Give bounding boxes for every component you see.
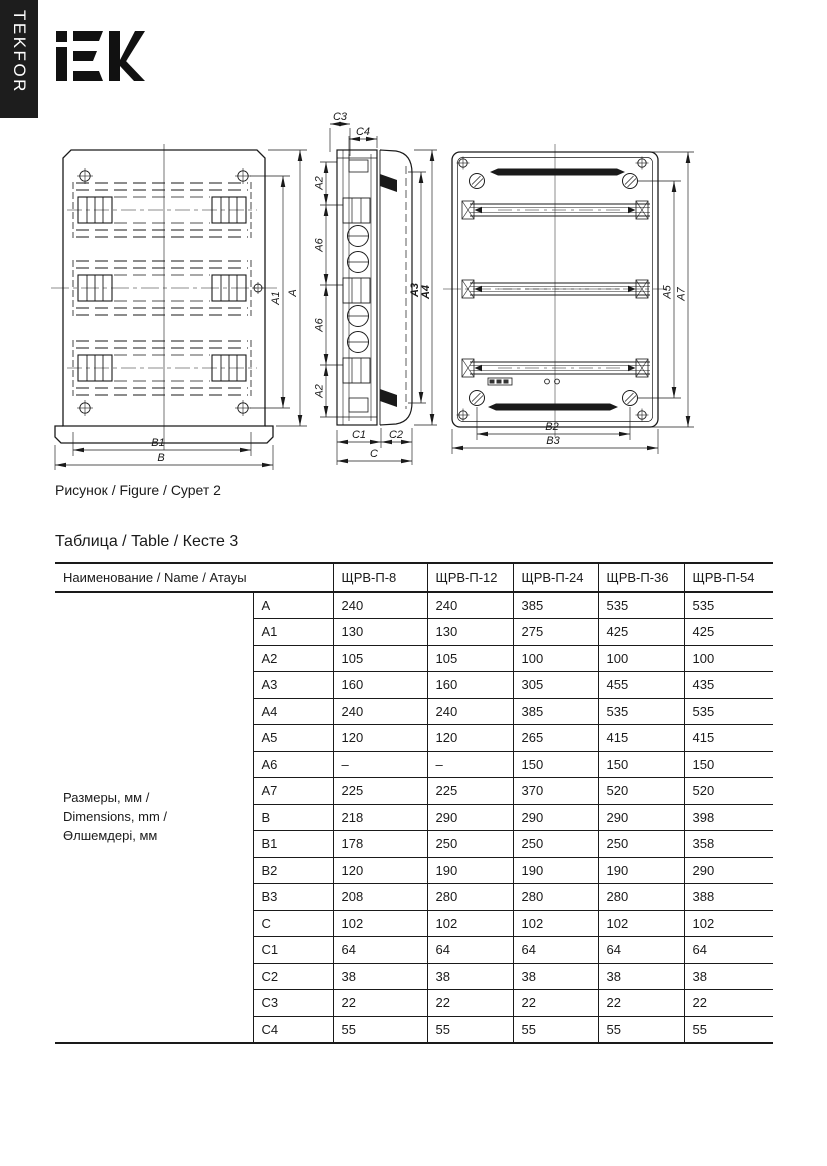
dim-param-cell: A3 (253, 672, 333, 699)
dim-value-cell: 240 (427, 592, 513, 619)
dim-label-b3: B3 (546, 435, 560, 447)
dim-label-c1: C1 (351, 429, 367, 441)
module-row (67, 182, 257, 238)
dim-value-cell: 290 (598, 804, 684, 831)
dim-value-cell: 280 (513, 884, 598, 911)
dim-value-cell: 150 (598, 751, 684, 778)
dim-value-cell: 290 (513, 804, 598, 831)
table-title: Таблица / Table / Кесте 3 (55, 533, 239, 550)
dim-value-cell: 64 (598, 937, 684, 964)
dim-value-cell: 240 (333, 592, 427, 619)
dim-value-cell: 102 (427, 910, 513, 937)
dim-value-cell: 64 (427, 937, 513, 964)
dim-param-cell: C2 (253, 963, 333, 990)
dim-value-cell: 22 (684, 990, 773, 1017)
dim-value-cell: 275 (513, 619, 598, 646)
dim-value-cell: – (333, 751, 427, 778)
dim-value-cell: – (427, 751, 513, 778)
dim-value-cell: 22 (598, 990, 684, 1017)
dim-value-cell: 290 (427, 804, 513, 831)
din-rail (462, 359, 650, 377)
dim-param-cell: C4 (253, 1016, 333, 1043)
group-label-line: Dimensions, mm / (63, 808, 168, 824)
dim-value-cell: 520 (684, 778, 773, 805)
dim-label-b2: B2 (545, 421, 559, 433)
dim-value-cell: 100 (513, 645, 598, 672)
dim-param-cell: B1 (253, 831, 333, 858)
dim-value-cell: 55 (598, 1016, 684, 1043)
tekfor-vertical-label: TEKFOR (10, 10, 29, 94)
dim-param-cell: A5 (253, 725, 333, 752)
dim-value-cell: 208 (333, 884, 427, 911)
dim-value-cell: 55 (427, 1016, 513, 1043)
dim-label-a2-top: A2 (313, 176, 326, 190)
dim-value-cell: 22 (427, 990, 513, 1017)
dim-value-cell: 64 (684, 937, 773, 964)
dim-value-cell: 105 (333, 645, 427, 672)
dim-value-cell: 455 (598, 672, 684, 699)
dim-value-cell: 38 (427, 963, 513, 990)
dim-param-cell: C1 (253, 937, 333, 964)
dim-value-cell: 160 (427, 672, 513, 699)
dimension-chain-left (320, 162, 343, 417)
dim-label-c: C (370, 448, 378, 460)
dim-value-cell: 290 (684, 857, 773, 884)
dim-value-cell: 105 (427, 645, 513, 672)
dimension-c4 (349, 136, 377, 160)
dimensions-table (55, 562, 773, 1044)
dim-value-cell: 388 (684, 884, 773, 911)
dim-label-c3: C3 (332, 111, 348, 123)
dim-value-cell: 535 (684, 698, 773, 725)
dim-label-c4: C4 (355, 126, 371, 138)
dim-value-cell: 535 (598, 592, 684, 619)
dim-value-cell: 190 (427, 857, 513, 884)
dim-value-cell: 265 (513, 725, 598, 752)
dim-value-cell: 415 (598, 725, 684, 752)
figure-caption: Рисунок / Figure / Сурет 2 (55, 482, 221, 498)
tekfor-side-banner (0, 0, 38, 118)
dim-label-a6-lower: A6 (313, 318, 326, 332)
dimension-c3 (330, 124, 350, 156)
dim-value-cell: 120 (333, 857, 427, 884)
dim-value-cell: 280 (598, 884, 684, 911)
dim-value-cell: 520 (598, 778, 684, 805)
dim-param-cell: B2 (253, 857, 333, 884)
back-view-drawing (438, 126, 700, 476)
dim-value-cell: 38 (598, 963, 684, 990)
dim-value-cell: 55 (333, 1016, 427, 1043)
dim-param-cell: C3 (253, 990, 333, 1017)
dim-param-cell: C (253, 910, 333, 937)
dim-value-cell: 305 (513, 672, 598, 699)
enclosure-side-body (337, 150, 377, 425)
dim-value-cell: 250 (598, 831, 684, 858)
dim-label-a1: A1 (270, 291, 282, 305)
dim-value-cell: 370 (513, 778, 598, 805)
dim-value-cell: 38 (513, 963, 598, 990)
dim-value-cell: 130 (333, 619, 427, 646)
molded-marking (488, 378, 512, 385)
dim-value-cell: 55 (513, 1016, 598, 1043)
dim-param-cell: A1 (253, 619, 333, 646)
dim-value-cell: 240 (333, 698, 427, 725)
dim-value-cell: 425 (684, 619, 773, 646)
dim-value-cell: 120 (333, 725, 427, 752)
dim-value-cell: 22 (513, 990, 598, 1017)
dim-value-cell: 535 (598, 698, 684, 725)
side-view-drawing (313, 110, 438, 470)
module-row (67, 340, 257, 396)
model-header-cell: ЩРВ-П-12 (427, 563, 513, 592)
dim-value-cell: 225 (333, 778, 427, 805)
model-header-cell: ЩРВ-П-8 (333, 563, 427, 592)
dim-label-a4: A4 (420, 284, 432, 300)
dim-value-cell: 435 (684, 672, 773, 699)
dim-value-cell: 190 (598, 857, 684, 884)
dim-value-cell: 358 (684, 831, 773, 858)
group-label-line: Размеры, мм / (63, 789, 150, 805)
dim-value-cell: 102 (333, 910, 427, 937)
dim-param-cell: A7 (253, 778, 333, 805)
dim-value-cell: 38 (333, 963, 427, 990)
model-header-cell: ЩРВ-П-24 (513, 563, 598, 592)
dim-value-cell: 102 (684, 910, 773, 937)
dim-value-cell: 38 (684, 963, 773, 990)
dim-value-cell: 100 (684, 645, 773, 672)
dim-label-a: A (287, 289, 299, 297)
dim-value-cell: 100 (598, 645, 684, 672)
dim-value-cell: 225 (427, 778, 513, 805)
dim-label-a5: A5 (661, 285, 674, 299)
dim-value-cell: 64 (513, 937, 598, 964)
dim-label-b: B (157, 452, 165, 464)
table-row (55, 592, 773, 619)
model-header-cell: ЩРВ-П-54 (684, 563, 773, 592)
dim-value-cell: 250 (513, 831, 598, 858)
dim-value-cell: 385 (513, 592, 598, 619)
dim-value-cell: 160 (333, 672, 427, 699)
dim-value-cell: 190 (513, 857, 598, 884)
dim-value-cell: 385 (513, 698, 598, 725)
corner-screw-icons (77, 168, 264, 416)
dim-label-a7: A7 (675, 287, 688, 301)
bottom-mounting-slot (488, 404, 618, 411)
dim-value-cell: 280 (427, 884, 513, 911)
iek-logo (55, 30, 147, 82)
dim-value-cell: 218 (333, 804, 427, 831)
dim-value-cell: 64 (333, 937, 427, 964)
hinge-detail (380, 389, 397, 407)
top-mounting-slot (490, 169, 625, 176)
dim-value-cell: 120 (427, 725, 513, 752)
dim-value-cell: 22 (333, 990, 427, 1017)
dim-param-cell: A (253, 592, 333, 619)
dim-param-cell: A2 (253, 645, 333, 672)
dim-param-cell: B (253, 804, 333, 831)
dim-label-b1: B1 (151, 437, 165, 449)
dim-label-c2: C2 (388, 429, 404, 441)
dimension-group-label (55, 592, 253, 1043)
iek-logo-glyphs (56, 31, 145, 81)
table-header-row (55, 563, 773, 592)
group-label-line: Өлшемдері, мм (63, 827, 158, 843)
enclosure-side-cover (380, 150, 412, 425)
model-header-cell: ЩРВ-П-36 (598, 563, 684, 592)
dim-value-cell: 398 (684, 804, 773, 831)
din-rail (462, 201, 650, 219)
front-view-drawing (50, 138, 315, 473)
dim-label-a2-bottom: A2 (313, 384, 326, 398)
dim-value-cell: 178 (333, 831, 427, 858)
dim-value-cell: 130 (427, 619, 513, 646)
name-header-cell: Наименование / Name / Атауы (55, 563, 333, 592)
dim-value-cell: 240 (427, 698, 513, 725)
hinge-detail (380, 174, 397, 192)
dim-value-cell: 415 (684, 725, 773, 752)
dim-param-cell: A6 (253, 751, 333, 778)
dim-value-cell: 150 (513, 751, 598, 778)
dim-value-cell: 250 (427, 831, 513, 858)
dim-value-cell: 150 (684, 751, 773, 778)
dim-value-cell: 425 (598, 619, 684, 646)
dim-value-cell: 102 (513, 910, 598, 937)
dim-label-a3: A3 (409, 282, 421, 298)
dim-label-a6-upper: A6 (313, 238, 326, 252)
dim-value-cell: 55 (684, 1016, 773, 1043)
dim-param-cell: A4 (253, 698, 333, 725)
cable-entry-marks (545, 379, 560, 384)
dim-param-cell: B3 (253, 884, 333, 911)
dim-value-cell: 535 (684, 592, 773, 619)
dim-value-cell: 102 (598, 910, 684, 937)
